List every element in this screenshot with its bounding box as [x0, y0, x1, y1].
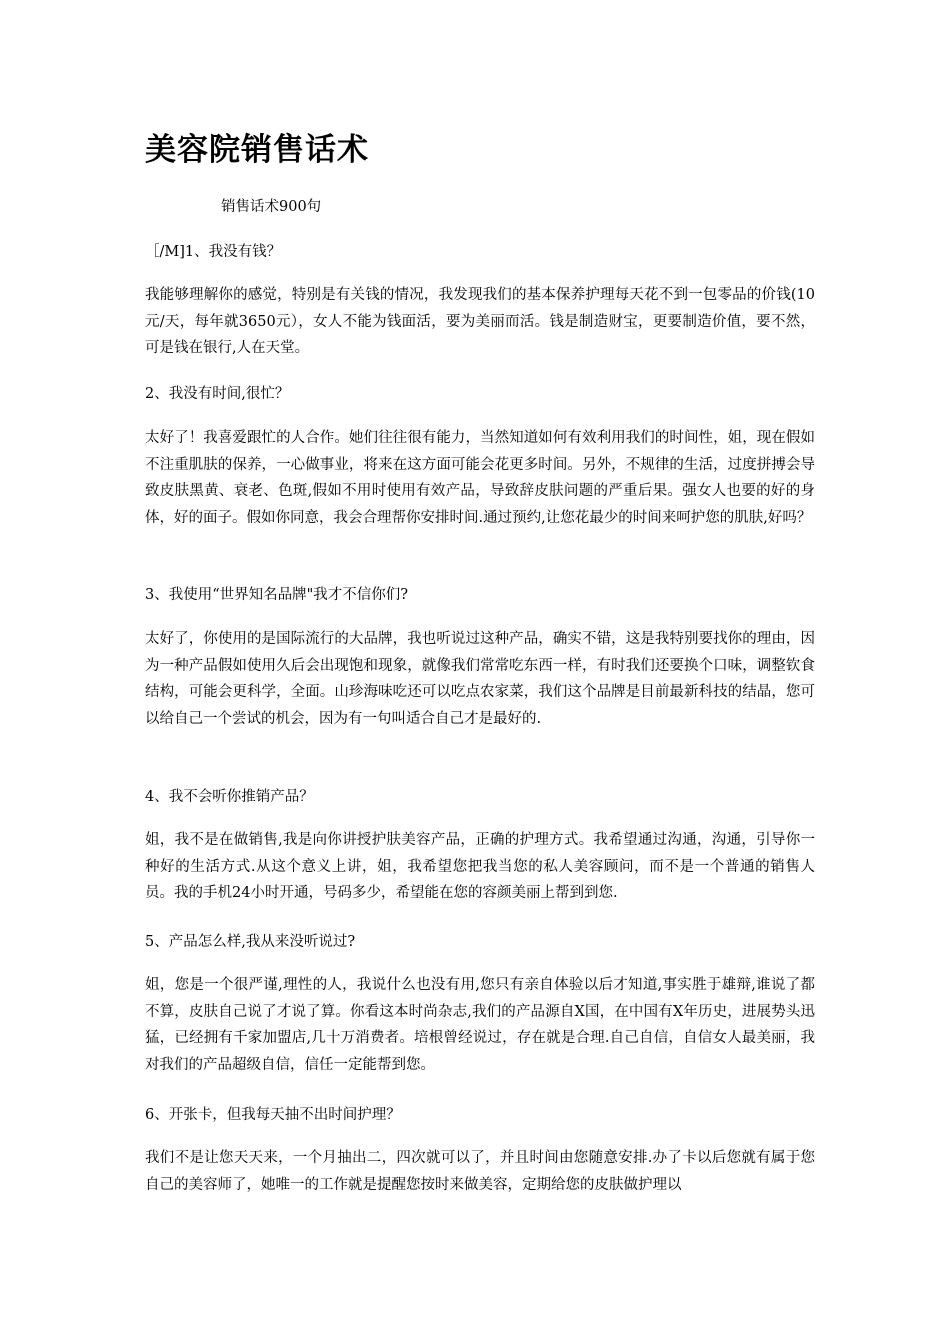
- document-title: 美容院销售话术: [145, 132, 369, 168]
- answer-5: 姐，您是一个很严谨,理性的人，我说什么也没有用,您只有亲自体验以后才知道,事实胜于雄辩,谁说了都不算，皮肤自己说了才说了算。你看这本时尚杂志,我们的产品源自X国，在中国有X年历史，进展势头迅猛，已经拥有千家加盟店,几十万消费者。培根曾经说过，存在就是合理.自己自信，自信女人最美丽，我对我们的产品超级自信，信任一定能帮到您。: [145, 977, 815, 1073]
- question-3: 3、我使用“世界知名品牌"我才不信你们?: [145, 587, 409, 603]
- answer-4: 姐，我不是在做销售,我是向你讲授护肤美容产品，正确的护理方式。我希望通过沟通，沟通，引导你一种好的生活方式.从这个意义上讲，姐，我希望您把我当您的私人美容顾问，而不是一个普通的销售人员。我的手机24小时开通，号码多少，希望能在您的容颜美丽上帮到到您.: [145, 832, 815, 901]
- question-1: ［/M]1、我没有钱？: [145, 244, 282, 260]
- question-6: 6、开张卡，但我每天抽不出时间护理？: [145, 1107, 401, 1123]
- answer-3: 太好了，你使用的是国际流行的大品牌，我也听说过这种产品，确实不错，这是我特别要找你的理由，因为一种产品假如使用久后会出现饱和现象，就像我们常常吃东西一样，有时我们还要换个口味，调整钦食结构，可能会更科学，全面。山珍海味吃还可以吃点农家菜，我们这个品牌是目前最新科技的结晶，您可以给自己一个尝试的机会，因为有一句叫适合自己才是最好的.: [145, 631, 815, 727]
- document-subtitle: 销售话术900句: [221, 199, 322, 215]
- answer-2: 太好了！我喜爱跟忙的人合作。她们往往很有能力，当然知道如何有效利用我们的时间性，姐，现在假如不注重肌肤的保养，一心做事业，将来在这方面可能会花更多时间。另外，不规律的生活，过度拼搏会导致皮肤黑黄、衰老、色斑,假如不用时使用有效产品，导致辞皮肤问题的严重后果。强女人也要的好的身体，好的面子。假如你同意，我会合理帮你安排时间.通过预约,让您花最少的时间来呵护您的肌肤,好吗？: [145, 430, 815, 526]
- answer-6: 我们不是让您天天来，一个月抽出二，四次就可以了，并且时间由您随意安排.办了卡以后您就有属于您自己的美容师了，她唯一的工作就是提醒您按时来做美容，定期给您的皮肤做护理以: [145, 1150, 815, 1193]
- answer-1: 我能够理解你的感觉，特别是有关钱的情况，我发现我们的基本保养护理每天花不到一包零品的价钱(10元/天，每年就3650元），女人不能为钱面活，要为美丽而活。钱是制造财宝，更要制造价值，要不然，可是钱在银行,人在天堂。: [145, 287, 815, 356]
- question-5: 5、产品怎么样,我从来没听说过?: [145, 934, 356, 950]
- question-2: 2、我没有时间,很忙？: [145, 386, 290, 402]
- question-4: 4、我不会听你推销产品？: [145, 789, 314, 805]
